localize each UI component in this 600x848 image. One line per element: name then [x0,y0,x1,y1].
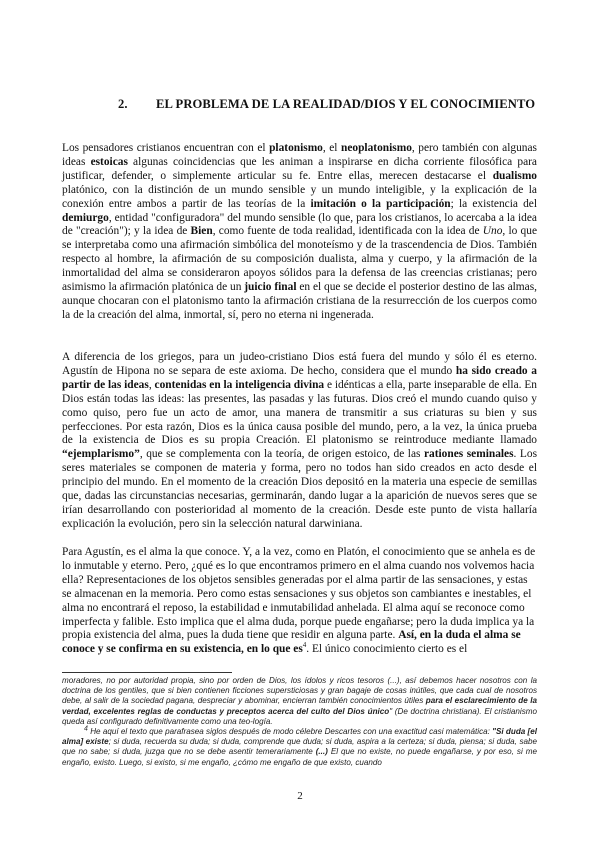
text-run: . El único conocimiento cierto es el [306,643,468,656]
footnote-4 [62,727,537,768]
text-run: moradores, no por autoridad propia, sino por orden de Dios, los ídolos y ricos tesoros (...), así debemos hacer nosotros con la doctrina de los gentiles, que si bien contienen ficciones supersticiosas y gran bagaje de cosas inútiles, que cada cual de nosotros debe, al salir de la sociedad pagana, despreciar y abominar, encierran también conocimientos útiles [62,676,537,706]
paragraph-2 [62,351,537,532]
text-run: en el que se decide el posterior destino de las almas, aunque chocaran con el platonismo tanto la afirmación cristiana de la resurrección de los cuerpos como la de la creación del alma, inmortal, sí, pero no eterna ni ingenerada. [62,281,538,321]
text-run: platónico, con la distinción de un mundo sensible y un mundo inteligible, y la explicación de la conexión entre ambos a partir de las teorías de la [62,183,537,210]
bold-phrase: para el esclarecimiento de la verdad, excelentes reglas de conductas y preceptos acerca del culto del Dios único [62,696,537,716]
text-run: Para Agustín, es el alma la que conoce. Y, a la vez, como en Platón, el conocimiento que se anhela es de lo inmutable y eterno. Pero, ¿qué es lo que encontramos primero en el alma cuando nos volvemos hacia ella? Representaciones de los objetos sensibles generadas por el alma partir de las sensaciones, y estas se almacenan en la memoria. Pero como estas sensaciones y sus objetos son cambiantes e inestables, el alma no encontrará el reposo, la estabilidad e inmutabilidad anhelada. El alma aquí se reconoce como imperfecta y falible. Esto implica que el alma duda, porque puede engañarse; pero la duda implica ya la propia existencia del alma, pues la duda tiene que residir en alguna parte. [62,546,536,642]
bold-term-creado: ha sido creado a partir de las ideas [62,364,537,391]
text-run: He aquí el texto que parafrasea siglos después de modo célebre Descartes con una exactitud casi matemática: [87,727,493,737]
text-run: , entidad "configuradora" del mundo sensible (lo que, para los cristianos, lo acercaba a la idea de "creación"); y la idea de [62,211,537,238]
text-run: " (De doctrina christiana). El cristianismo queda así configurado definitivamente como una teo-logía. [62,706,538,726]
bold-term-demiurgo: demiurgo [62,211,109,224]
text-run: , [148,378,155,391]
text-run: , el [322,142,341,154]
footnotes [62,676,537,768]
text-run: El que no existe, no puede engañarse, y por eso, si me engaño, existo. Luego, si existo, si me engaño, ¿cómo me engaño de que existo, cuando [62,747,537,767]
bold-term-rationes: rationes seminales [423,448,514,461]
footnote-number: 4 [84,725,88,733]
text-run: , pero también con algunas ideas [62,142,537,168]
section-heading [118,97,538,112]
text-run: Los pensadores cristianos encuentran con el [62,142,270,154]
text-run: algunas coincidencias que les animan a inspirarse en dicha corriente filosófica para justificar, defender, o simplemente articular su fe. Entre ellas, merecen destacarse el [62,155,537,182]
bold-phrase-duda: Así, en la duda el alma se conoce y se confirma en su existencia, en lo que es [62,629,521,656]
paragraph-1 [62,142,537,323]
bold-term-juicio-final: juicio final [244,281,297,294]
bold-term-neoplatonismo: neoplatonismo [341,142,412,154]
section-number: 2. [118,97,128,111]
bold-term-inteligencia: contenidas en la inteligencia divina [154,378,325,391]
bold-term-estoicas: estoicas [90,155,128,168]
page-number: 2 [297,790,303,802]
bold-phrase: (...) [315,747,328,757]
footnote-continuation [62,676,537,727]
bold-term-imitacion: imitación o la participación [310,197,451,210]
text-run: , lo que se interpretaba como una afirmación simbólica del monoteísmo y de la trascendencia de Dios. También respecto al hombre, la afirmación de su composición dualista, alma y cuerpo, y la afirmación de la inmortalidad del alma se consideraron apoyos sólidos para la defensa de las creencias cristianas; pero asimismo la afirmación platónica de un [62,225,537,294]
text-run: A diferencia de los griegos, para un judeo-cristiano Dios está fuera del mundo y sólo él es eterno. Agustín de Hipona no se separa de este axioma. De hecho, considera que el mundo [62,351,537,377]
text-run: , que se complementa con la teoría, de origen estoico, de las [139,448,424,461]
footnote-divider [62,672,232,673]
footnote-ref-4[interactable]: 4 [302,641,307,650]
bold-phrase: "Si duda [el alma] existe [62,727,537,747]
paragraph-3 [62,546,537,657]
bold-term-dualismo: dualismo [492,169,537,182]
text-run: e idénticas a ella, parte inseparable de ella. En Dios están todas las ideas: las presentes, las pasadas y las futuras. Dios creó el mundo cuando quiso y como quiso, pero fue un acto de amor, una manera de transmitir a sus criaturas su bien y sus perfecciones. Por esta razón, Dios es la única causa posible del mundo, pero, a la vez, la única prueba de la existencia de Dios es su propia Creación. El platonismo se reintroduce mediante llamado [62,378,537,447]
italic-term-uno: Uno [482,225,503,238]
section-title: EL PROBLEMA DE LA REALIDAD/DIOS Y EL CONOCIMIENTO [156,97,536,111]
text-run: ; si duda, recuerda su duda; si duda, comprende que duda; si duda, aspira a la certeza; si duda, piensa; si duda, sabe que no sabe; si duda, juzga que no se debe asentir temerariamente [62,737,537,757]
bold-term-bien: Bien [190,225,213,238]
text-run: , como fuente de toda realidad, identificada con la idea de [212,225,483,238]
bold-term-ejemplarismo: “ejemplarismo” [62,448,140,461]
text-run: . Los seres materiales se componen de materia y forma, pero no todos han sido creados en acto desde el principio del mundo. En el momento de la creación Dios depositó en la materia una especie de semillas que, dadas las circunstancias necesarias, germinarán, dando lugar a la aparición de nuevos seres que se irían desarrollando con posterioridad al momento de la creación. Desde este punto de vista hallaría explicación la evolución, pero sin la selección natural darwiniana. [62,448,537,530]
bold-term-platonismo: platonismo [269,142,323,154]
text-run: ; la existencia del [450,197,538,210]
